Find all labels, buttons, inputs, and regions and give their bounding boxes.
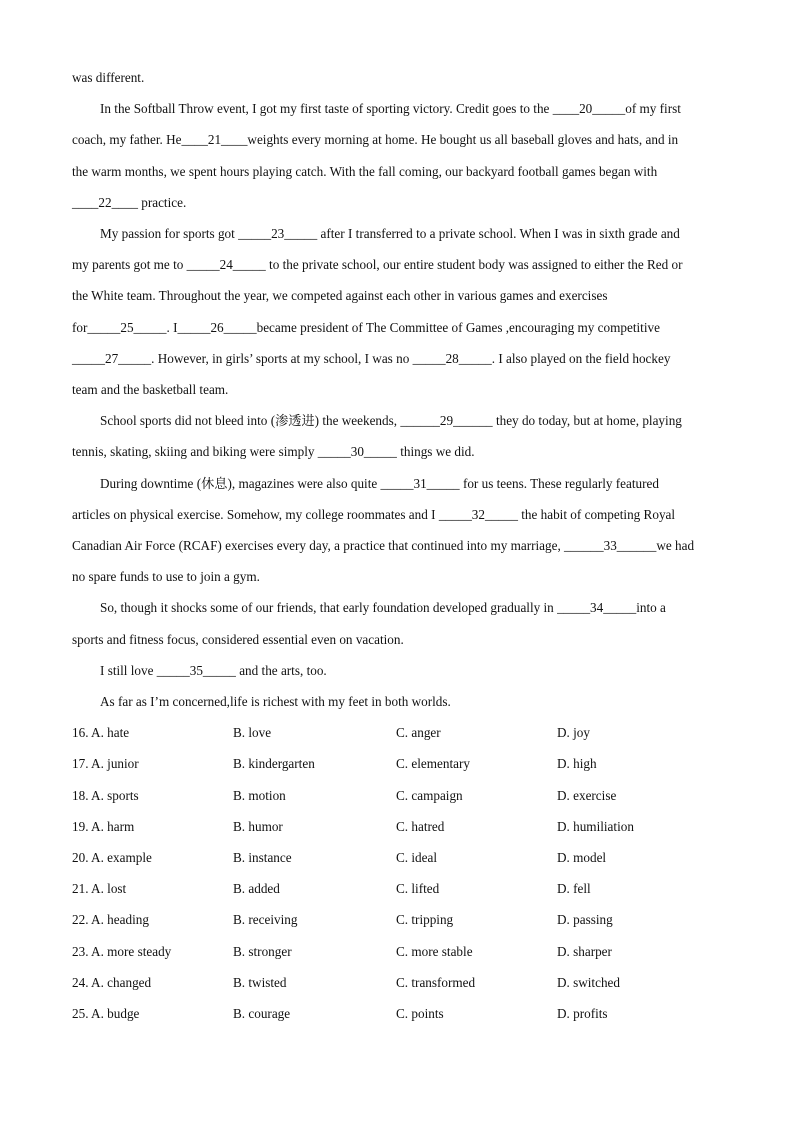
question-row (72, 842, 722, 873)
option-c[interactable]: C. points (396, 1006, 444, 1022)
question-row (72, 998, 722, 1029)
option-b[interactable]: B. twisted (233, 974, 287, 990)
option-b[interactable]: B. kindergarten (233, 756, 315, 772)
option-d[interactable]: D. switched (557, 974, 620, 990)
option-d[interactable]: D. humiliation (557, 818, 634, 834)
option-b[interactable]: B. courage (233, 1006, 291, 1022)
option-d[interactable]: D. passing (557, 912, 613, 928)
option-d[interactable]: D. fell (557, 881, 591, 897)
option-a[interactable]: 17. A. junior (72, 756, 139, 772)
passage-line: no spare funds to use to join a gym. (72, 569, 260, 585)
passage-line: coach, my father. He____21____weights every morning at home. He bought us all baseball gloves and hats, and in (72, 132, 679, 148)
answer-options (72, 717, 722, 1029)
option-d[interactable]: D. sharper (557, 943, 612, 959)
option-b[interactable]: B. receiving (233, 912, 298, 928)
passage-line: articles on physical exercise. Somehow, my college roommates and I _____32_____ the habit of competing Royal (72, 506, 676, 522)
passage-line: School sports did not bleed into (渗透进) the weekends, ______29______ they do today, but at home, playing (100, 413, 682, 429)
question-row (72, 717, 722, 748)
option-d[interactable]: D. model (557, 850, 607, 866)
option-a[interactable]: 16. A. hate (72, 725, 130, 741)
question-row (72, 748, 722, 779)
option-b[interactable]: B. love (233, 725, 272, 741)
question-row (72, 904, 722, 935)
option-a[interactable]: 19. A. harm (72, 818, 135, 834)
question-row (72, 811, 722, 842)
option-b[interactable]: B. motion (233, 787, 286, 803)
passage-line: Canadian Air Force (RCAF) exercises every day, a practice that continued into my marriage, ______33______we had (72, 538, 695, 554)
option-c[interactable]: C. ideal (396, 850, 438, 866)
option-a[interactable]: 22. A. heading (72, 912, 149, 928)
option-c[interactable]: C. transformed (396, 974, 476, 990)
question-row (72, 873, 722, 904)
option-c[interactable]: C. more stable (396, 943, 473, 959)
option-c[interactable]: C. elementary (396, 756, 470, 772)
option-a[interactable]: 24. A. changed (72, 974, 152, 990)
passage-line: the White team. Throughout the year, we competed against each other in various games and exercises (72, 288, 608, 304)
passage-line: ____22____ practice. (72, 194, 187, 210)
passage-line: was different. (72, 70, 145, 85)
passage-line: tennis, skating, skiing and biking were simply _____30_____ things we did. (72, 444, 475, 460)
question-row (72, 967, 722, 998)
passage-line: for_____25_____. I_____26_____became president of The Committee of Games ,encouraging my competitive (72, 319, 660, 335)
passage-line: my parents got me to _____24_____ to the private school, our entire student body was assigned to either the Red or (72, 257, 683, 273)
passage-line: sports and fitness focus, considered essential even on vacation. (72, 631, 404, 647)
option-d[interactable]: D. joy (557, 725, 590, 741)
option-a[interactable]: 20. A. example (72, 850, 152, 866)
option-b[interactable]: B. instance (233, 850, 292, 866)
passage-line: During downtime (休息), magazines were also quite _____31_____ for us teens. These regularly featured (100, 475, 659, 491)
option-a[interactable]: 23. A. more steady (72, 943, 172, 959)
passage-line: So, though it shocks some of our friends, that early foundation developed gradually in _____34_____into a (100, 600, 666, 616)
passage-line: _____27_____. However, in girls’ sports at my school, I was no _____28_____. I also played on the field hockey (72, 350, 671, 366)
option-d[interactable]: D. profits (557, 1006, 608, 1022)
option-c[interactable]: C. campaign (396, 787, 463, 803)
option-c[interactable]: C. lifted (396, 881, 440, 897)
option-b[interactable]: B. stronger (233, 943, 292, 959)
passage-line: team and the basketball team. (72, 382, 229, 398)
option-c[interactable]: C. anger (396, 725, 441, 741)
passage-line: the warm months, we spent hours playing catch. With the fall coming, our backyard football games began with (72, 163, 658, 179)
passage-line: I still love _____35_____ and the arts, too. (100, 662, 327, 678)
option-a[interactable]: 21. A. lost (72, 881, 127, 897)
passage (72, 62, 722, 717)
option-d[interactable]: D. high (557, 756, 597, 772)
option-c[interactable]: C. hatred (396, 818, 445, 834)
option-d[interactable]: D. exercise (557, 787, 617, 803)
question-row (72, 780, 722, 811)
passage-line: As far as I’m concerned,life is richest with my feet in both worlds. (100, 694, 451, 710)
option-a[interactable]: 25. A. budge (72, 1006, 140, 1022)
option-c[interactable]: C. tripping (396, 912, 454, 928)
option-b[interactable]: B. added (233, 881, 280, 897)
passage-line: My passion for sports got _____23_____ after I transferred to a private school. When I was in sixth grade and (100, 226, 680, 242)
document-page (72, 62, 722, 1029)
passage-line: In the Softball Throw event, I got my first taste of sporting victory. Credit goes to the ____20_____of my first (100, 101, 681, 117)
option-a[interactable]: 18. A. sports (72, 787, 139, 803)
option-b[interactable]: B. humor (233, 818, 283, 834)
question-row (72, 936, 722, 967)
